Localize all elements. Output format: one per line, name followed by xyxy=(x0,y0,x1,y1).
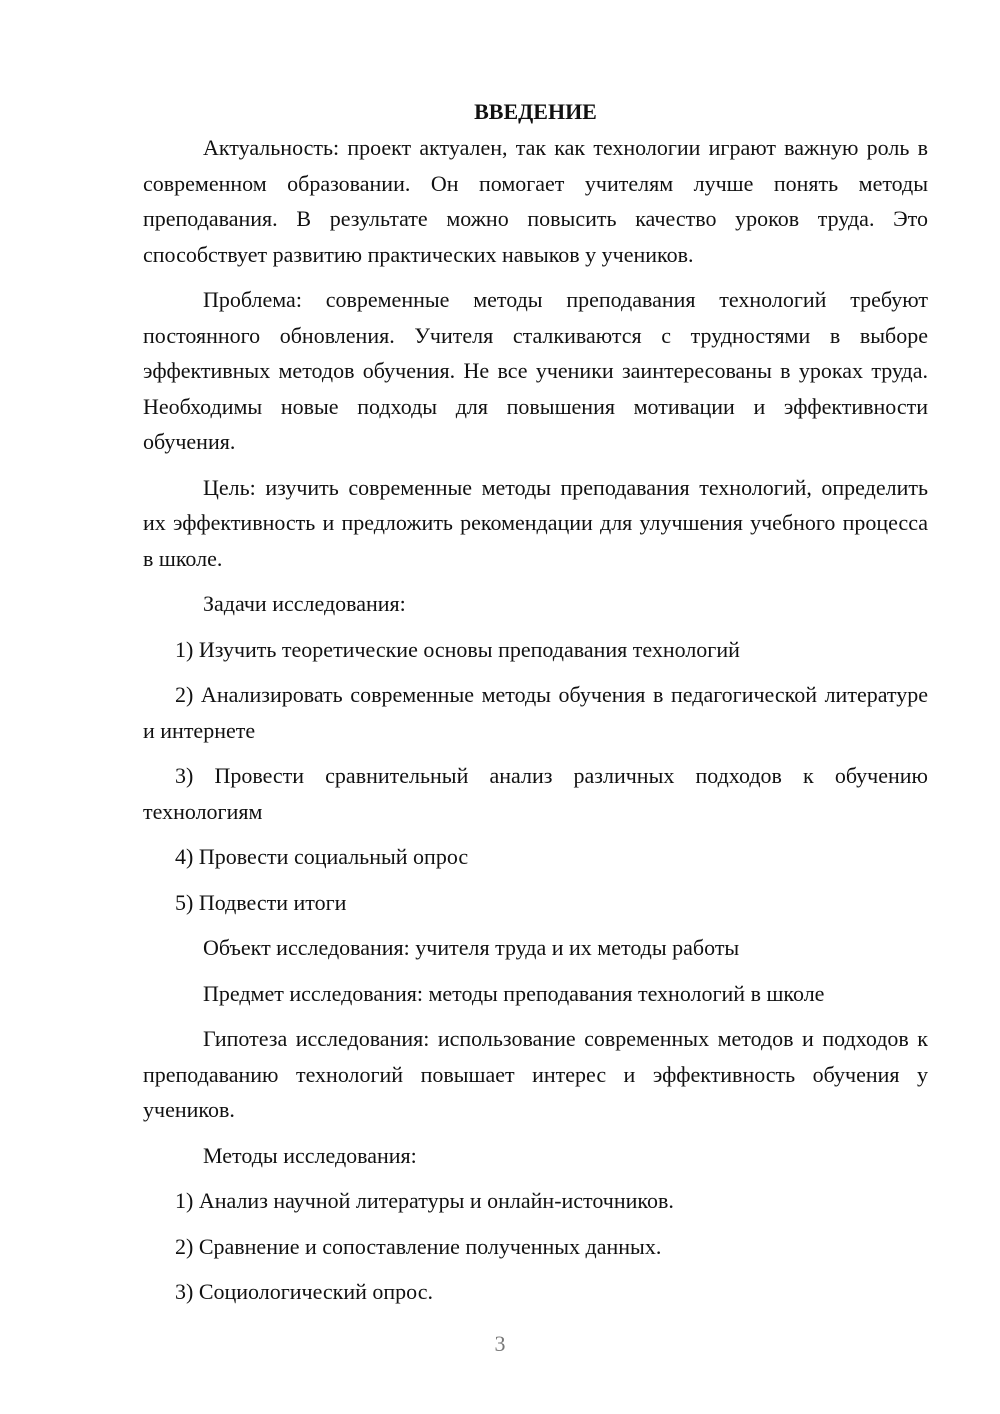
methods-heading: Методы исследования: xyxy=(203,1142,417,1168)
task-item: 3) Провести сравнительный анализ различных подходов к обучению технологиям xyxy=(143,763,928,824)
task-item: 4) Провести социальный опрос xyxy=(175,844,469,869)
subject-paragraph: Предмет исследования: методы преподавания технологий в школе xyxy=(203,980,825,1006)
page-number: 3 xyxy=(494,1331,506,1356)
task-item: 1) Изучить теоретические основы преподавания технологий xyxy=(175,636,740,662)
task-item: 5) Подвести итоги xyxy=(175,889,347,915)
page-title: ВВЕДЕНИЕ xyxy=(474,99,597,124)
tasks-heading: Задачи исследования: xyxy=(203,591,406,616)
method-item: 1) Анализ научной литературы и онлайн-источников. xyxy=(175,1188,674,1213)
problem-paragraph: Проблема: современные методы преподавания технологий требуют постоянного обновления. Учителя сталкиваются с трудностями в выборе эффективных методов обучения. Не все ученики заинтересованы в уроках труда. Необходимы новые подходы для повышения мотивации и эффективности обучения. xyxy=(143,287,928,454)
object-paragraph: Объект исследования: учителя труда и их методы работы xyxy=(203,935,740,960)
task-item: 2) Анализировать современные методы обучения в педагогической литературе и интернете xyxy=(143,682,928,743)
hypothesis-paragraph: Гипотеза исследования: использование современных методов и подходов к преподаванию технологий повышает интерес и эффективность обучения у учеников. xyxy=(143,1026,928,1122)
document-page xyxy=(143,94,928,1310)
method-item: 2) Сравнение и сопоставление полученных данных. xyxy=(175,1233,662,1259)
relevance-paragraph: Актуальность: проект актуален, так как технологии играют важную роль в современном образовании. Он помогает учителям лучше понять методы преподавания. В результате можно повысить качество уроков труда. Это способствует развитию практических навыков у учеников. xyxy=(143,135,928,267)
goal-paragraph: Цель: изучить современные методы преподавания технологий, определить их эффективность и предложить рекомендации для улучшения учебного процесса в школе. xyxy=(143,474,928,571)
method-item: 3) Социологический опрос. xyxy=(175,1279,433,1304)
